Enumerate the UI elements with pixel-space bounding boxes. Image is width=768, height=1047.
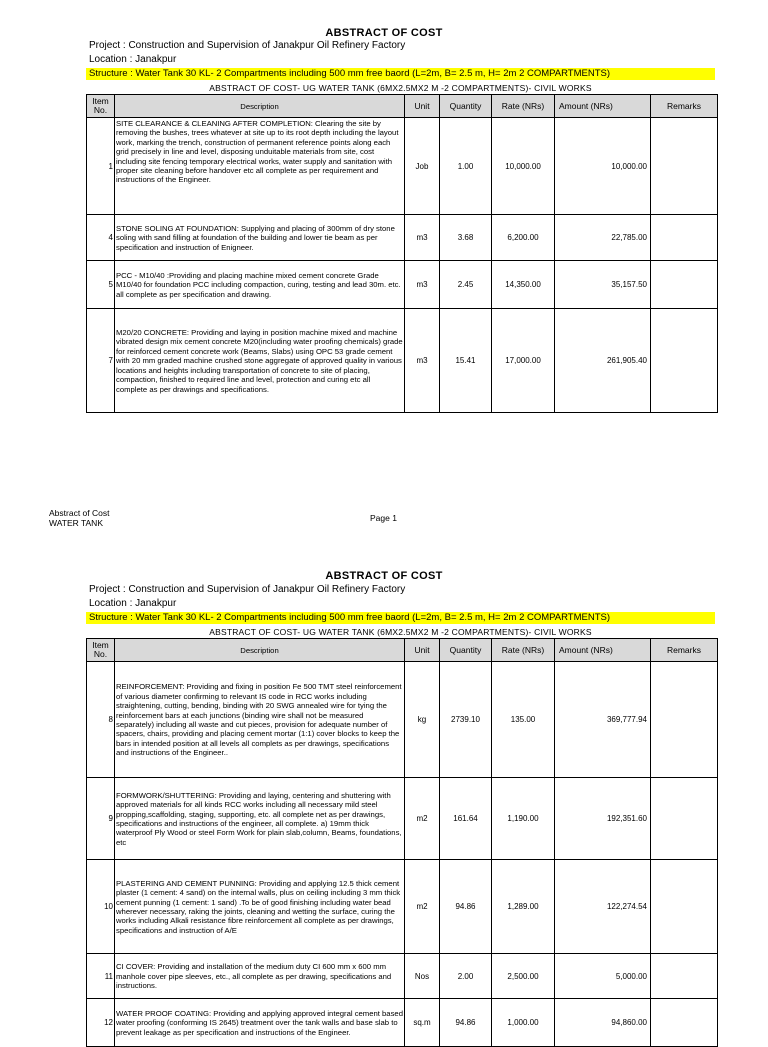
cost-table: [86, 638, 718, 1047]
item-amount: 5,000.00: [555, 954, 651, 999]
item-remarks: [651, 999, 718, 1047]
item-no: 11: [87, 954, 115, 999]
item-quantity: 161.64: [440, 778, 492, 860]
header-description: Description: [115, 639, 405, 662]
item-rate: 1,000.00: [492, 999, 555, 1047]
item-rate: 1,190.00: [492, 778, 555, 860]
item-no: 9: [87, 778, 115, 860]
table-row: [87, 954, 718, 999]
item-quantity: 2.00: [440, 954, 492, 999]
location-line: Location : Janakpur: [89, 54, 177, 65]
table-row: [87, 999, 718, 1047]
item-amount: 192,351.60: [555, 778, 651, 860]
item-description: PLASTERING AND CEMENT PUNNING: Providing and applying 12.5 thick cement plaster (1 cement: 4 sand) on the internal walls, plus on ceiling including 3 mm thick cement punning (1 cement: 1 sand) .To be of good finishing including water bead wherever necessary, raking the joints, cleaning and wetting the surface, curing the works including Alkali resistance fibre reinforcement all complete as per drawings, specifications and instruction of A/E: [115, 860, 405, 954]
header-remarks: Remarks: [651, 639, 718, 662]
structure-line: Structure : Water Tank 30 KL- 2 Compartments including 500 mm free baord (L=2m, B= 2.5 m, H= 2m 2 COMPARTMENTS): [86, 68, 715, 80]
item-no: 4: [87, 215, 115, 261]
item-amount: 22,785.00: [555, 215, 651, 261]
item-unit: kg: [405, 662, 440, 778]
item-rate: 10,000.00: [492, 118, 555, 215]
header-rate: Rate (NRs): [492, 639, 555, 662]
header-rate: Rate (NRs): [492, 95, 555, 118]
header-remarks: Remarks: [651, 95, 718, 118]
header-description: Description: [115, 95, 405, 118]
item-quantity: 2739.10: [440, 662, 492, 778]
header-item-no: Item No.: [87, 95, 115, 118]
item-rate: 6,200.00: [492, 215, 555, 261]
header-quantity: Quantity: [440, 639, 492, 662]
item-rate: 14,350.00: [492, 261, 555, 309]
project-line: Project : Construction and Supervision of Janakpur Oil Refinery Factory: [89, 584, 406, 595]
item-unit: m3: [405, 309, 440, 413]
item-description: CI COVER: Providing and installation of the medium duty CI 600 mm x 600 mm manhole cover pipe sleeves, etc., all complete as per drawing, specifications and instructions.: [115, 954, 405, 999]
item-quantity: 94.86: [440, 999, 492, 1047]
item-description: SITE CLEARANCE & CLEANING AFTER COMPLETION: Clearing the site by removing the bushes, trees whatever at site up to its root depth including the layout work, marking the trench, construction of permanent reference points along each grid precisely in line and level, disposing unduitable materials from site, cost including site fencing temporary electrical works, water supply and sanitation with proper site cleaning before handover etc all complete as per requirement and instructions of the Engineer.: [115, 118, 405, 215]
item-quantity: 1.00: [440, 118, 492, 215]
item-amount: 10,000.00: [555, 118, 651, 215]
item-unit: Job: [405, 118, 440, 215]
item-remarks: [651, 662, 718, 778]
item-no: 5: [87, 261, 115, 309]
table-row: [87, 662, 718, 778]
item-amount: 35,157.50: [555, 261, 651, 309]
item-amount: 94,860.00: [555, 999, 651, 1047]
item-description: WATER PROOF COATING: Providing and applying approved integral cement based water proofing (conforming IS 2645) treatment over the tank walls and base slab to prevent leakage as per specification and instructions of the Engineer.: [115, 999, 405, 1047]
table-header-row: [87, 639, 718, 662]
footer-doc-title: Abstract of Cost: [49, 508, 110, 518]
page-title: ABSTRACT OF COST: [325, 570, 443, 582]
item-unit: sq.m: [405, 999, 440, 1047]
item-no: 10: [87, 860, 115, 954]
header-unit: Unit: [405, 95, 440, 118]
item-quantity: 94.86: [440, 860, 492, 954]
item-rate: 1,289.00: [492, 860, 555, 954]
item-amount: 369,777.94: [555, 662, 651, 778]
header-amount: Amount (NRs): [555, 95, 651, 118]
item-amount: 261,905.40: [555, 309, 651, 413]
item-rate: 135.00: [492, 662, 555, 778]
header-amount: Amount (NRs): [555, 639, 651, 662]
item-quantity: 15.41: [440, 309, 492, 413]
item-description: FORMWORK/SHUTTERING: Providing and laying, centering and shuttering with approved materials for all kinds RCC works including all necessary mild steel propping,scaffolding, staging, supporting, etc. all complete net as per drawings, specifications and instructions of the engineer, all complete. a) 19mm thick waterproof Ply Wood or steel Form Work for plain slab,column, Beams, foundations, etc: [115, 778, 405, 860]
item-rate: 2,500.00: [492, 954, 555, 999]
item-unit: m2: [405, 860, 440, 954]
table-row: [87, 778, 718, 860]
structure-line: Structure : Water Tank 30 KL- 2 Compartments including 500 mm free baord (L=2m, B= 2.5 m, H= 2m 2 COMPARTMENTS): [86, 612, 715, 624]
page-title: ABSTRACT OF COST: [325, 27, 443, 39]
item-quantity: 3.68: [440, 215, 492, 261]
item-remarks: [651, 778, 718, 860]
item-amount: 122,274.54: [555, 860, 651, 954]
page-number: Page 1: [370, 513, 397, 523]
abstract-title: ABSTRACT OF COST- UG WATER TANK (6MX2.5MX2 M -2 COMPARTMENTS)- CIVIL WORKS: [209, 83, 592, 93]
item-no: 7: [87, 309, 115, 413]
footer-doc-subtitle: WATER TANK: [49, 518, 103, 528]
item-quantity: 2.45: [440, 261, 492, 309]
project-line: Project : Construction and Supervision of Janakpur Oil Refinery Factory: [89, 40, 406, 51]
header-unit: Unit: [405, 639, 440, 662]
item-description: REINFORCEMENT: Providing and fixing in position Fe 500 TMT steel reinforcement of various diameter confirming to relevant IS code in RCC works including straightening, cutting, bending, binding with 20 SWG annealed wire for tying the reinforcement bars at each junctions (binding wire shall not be measured separately) including all waste and cut pieces, provision for adequate number of spacers, chairs, providing and placing cement mortar (1:1) cover blocks to keep the bars in intended position at all levels all complets as per drawings, specifications and instructions of the Engineer..: [115, 662, 405, 778]
item-unit: m3: [405, 261, 440, 309]
location-line: Location : Janakpur: [89, 598, 177, 609]
table-row: [87, 860, 718, 954]
item-description: STONE SOLING AT FOUNDATION: Supplying and placing of 300mm of dry stone soling with sand filling at foundation of the building and lower tie beam as per specification and instruction of Enigneer.: [115, 215, 405, 261]
item-remarks: [651, 860, 718, 954]
item-unit: m2: [405, 778, 440, 860]
abstract-title: ABSTRACT OF COST- UG WATER TANK (6MX2.5MX2 M -2 COMPARTMENTS)- CIVIL WORKS: [209, 627, 592, 637]
item-no: 8: [87, 662, 115, 778]
header-quantity: Quantity: [440, 95, 492, 118]
item-description: M20/20 CONCRETE: Providing and laying in position machine mixed and machine vibrated design mix cement concrete M20(including water proofing chemicals) grade for reinforced cement concrete work (Beams, Slabs) using OPC 53 grade cement with 20 mm graded machine crushed stone aggregate of approved quality in various locations and heights including transportation of concrete to site of placing, compaction, finished to required line and level, protection and curing etc all complete as per drawings and specifications.: [115, 309, 405, 413]
item-no: 12: [87, 999, 115, 1047]
item-rate: 17,000.00: [492, 309, 555, 413]
header-item-no: Item No.: [87, 639, 115, 662]
item-description: PCC - M10/40 :Providing and placing machine mixed cement concrete Grade M10/40 for foundation PCC including compaction, curing, testing and lead 30m. etc. all complete as per specification and drawing.: [115, 261, 405, 309]
item-no: 1: [87, 118, 115, 215]
item-remarks: [651, 954, 718, 999]
item-unit: m3: [405, 215, 440, 261]
item-unit: Nos: [405, 954, 440, 999]
